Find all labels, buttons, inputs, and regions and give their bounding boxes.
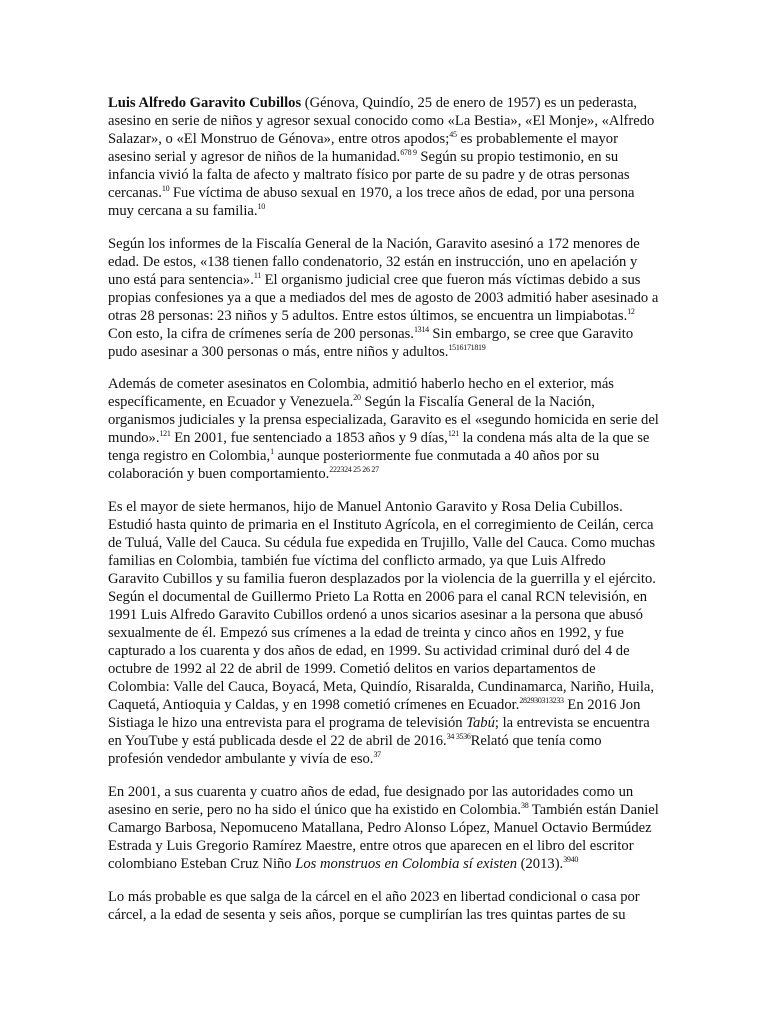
text-run: Además de cometer asesinatos en Colombia, admitió haberlo hecho en el exterior, más específicamente, en Ecuador y Venezuela. [108, 376, 614, 410]
citation-ref: 20 [353, 393, 361, 402]
citation-ref: 11 [253, 271, 261, 280]
text-run: Sin embargo, se cree que Garavito pudo asesinar a 300 personas o más, entre niños y adultos. [108, 326, 634, 360]
citation-ref: 1 [270, 447, 274, 456]
citation-ref: 10 [257, 202, 265, 211]
text-run: es probablemente el mayor asesino serial y agresor de niños de la humanidad. [108, 131, 618, 165]
text-run: En 2001, a sus cuarenta y cuatro años de edad, fue designado por las autoridades como un asesino en serie, pero no ha sido el único que ha existido en Colombia. [108, 784, 634, 818]
text-run: Según los informes de la Fiscalía General de la Nación, Garavito asesinó a 172 menores de edad. De estos, «138 tienen fallo condenatorio, 32 están en instrucción, uno en apelación y uno está para sentencia». [108, 236, 640, 288]
citation-ref: 222324 25 26 27 [329, 465, 379, 474]
citation-ref: 121 [447, 429, 459, 438]
text-run: (2013). [517, 856, 564, 872]
paragraph [108, 375, 660, 483]
paragraph [108, 498, 660, 768]
bold-run: Luis Alfredo Garavito Cubillos [108, 95, 302, 111]
citation-ref: 3940 [563, 855, 579, 864]
text-run: Según su propio testimonio, en su infancia vivió la falta de afecto y maltrato físico por parte de su padre y de otras personas cercanas. [108, 149, 630, 201]
italic-run: Tabú [466, 715, 495, 731]
citation-ref: 37 [373, 750, 381, 759]
text-run: En 2016 Jon Sistiaga le hizo una entrevista para el programa de televisión [108, 697, 641, 731]
citation-ref: 282930313233 [519, 696, 564, 705]
text-run: la condena más alta de la que se tenga registro en Colombia, [108, 430, 650, 464]
citation-ref: 45 [449, 130, 457, 139]
text-run: aunque posteriormente fue conmutada a 40 años por su colaboración y buen comportamiento. [108, 448, 600, 482]
paragraph [108, 783, 660, 873]
italic-run: Los monstruos en Colombia sí existen [295, 856, 517, 872]
paragraph [108, 94, 660, 220]
paragraph [108, 235, 660, 361]
text-run: También están Daniel Camargo Barbosa, Nepomuceno Matallana, Pedro Alonso López, Manuel Octavio Bermúdez Estrada y Luis Gregorio Ramírez Maestre, entre otros que aparecen en el libro del escritor colombiano Esteban Cruz Niño [108, 802, 659, 872]
citation-ref: 1314 [413, 325, 429, 334]
text-run: Con esto, la cifra de crímenes sería de 200 personas. [108, 326, 414, 342]
citation-ref: 1516171819 [448, 343, 486, 352]
document-page [108, 94, 660, 939]
text-run: Según la Fiscalía General de la Nación, organismos judiciales y la prensa especializada, Garavito es el «segundo homicida en serie del mundo». [108, 394, 659, 446]
citation-ref: 678 9 [400, 148, 417, 157]
citation-ref: 10 [161, 184, 170, 193]
text-run: El organismo judicial cree que fueron más víctimas debido a sus propias confesiones ya a que a mediados del mes de agosto de 2003 admitió haber asesinado a otras 28 personas: 23 niños y 5 adultos. Entre estos últimos, se encuentra un limpiabotas. [108, 272, 659, 324]
text-run: En 2001, fue sentenciado a 1853 años y 9 días, [170, 430, 448, 446]
text-run: Relató que tenía como profesión vendedor ambulante y vivía de eso. [108, 733, 602, 767]
text-run: Lo más probable es que salga de la cárcel en el año 2023 en libertad condicional o casa por cárcel, a la edad de sesenta y seis años, porque se cumplirían las tres quintas partes de su [108, 889, 640, 923]
citation-ref: 12 [627, 307, 635, 316]
citation-ref: 38 [521, 801, 529, 810]
paragraph [108, 888, 660, 924]
text-run: Es el mayor de siete hermanos, hijo de Manuel Antonio Garavito y Rosa Delia Cubillos. Estudió hasta quinto de primaria en el Instituto Agrícola, en el corregimiento de Ceilán, cerca de Tuluá, Valle del Cauca. Su cédula fue expedida en Trujillo, Valle del Cauca. Como muchas familias en Colombia, también fue víctima del conflicto armado, ya que Luis Alfredo Garavito Cubillos y su familia fueron desplazados por la violencia de la guerrilla y el ejército. Según el documental de Guillermo Prieto La Rotta en 2006 para el canal RCN televisión, en 1991 Luis Alfredo Garavito Cubillos ordenó a unos sicarios asesinar a la persona que abusó sexualmente de él. Empezó sus crímenes a la edad de treinta y cinco años en 1992, y fue capturado a los cuarenta y dos años de edad, en 1999. Su actividad criminal duró del 4 de octubre de 1992 al 22 de abril de 1999. Cometió delitos en varios departamentos de Colombia: Valle del Cauca, Boyacá, Meta, Quindío, Risaralda, Cundinamarca, Nariño, Huila, Caquetá, Antioquia y Caldas, y en 1998 cometió crímenes en Ecuador. [108, 499, 656, 713]
citation-ref: 34 3536 [446, 732, 471, 741]
text-run: (Génova, Quindío, 25 de enero de 1957) es un pederasta, asesino en serie de niños y agresor sexual conocido como «La Bestia», «El Monje», «Alfredo Salazar», o «El Monstruo de Génova», entre otros apodos; [108, 95, 655, 147]
text-run: ; la entrevista se encuentra en YouTube y está publicada desde el 22 de abril de 2016. [108, 715, 650, 749]
citation-ref: 121 [159, 429, 171, 438]
text-run: Fue víctima de abuso sexual en 1970, a los trece años de edad, por una persona muy cercana a su familia. [108, 185, 635, 219]
